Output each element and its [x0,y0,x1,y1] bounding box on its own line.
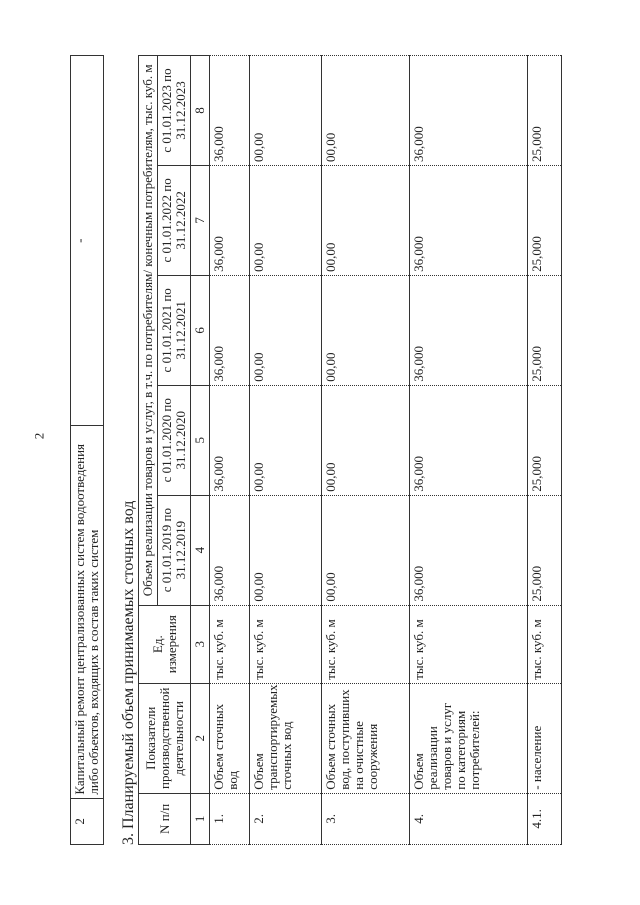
row-name: Объем сточных вод, поступивших на очистные сооружения [322,683,410,793]
row-unit: тыс. куб. м [410,605,528,683]
top-table [70,55,104,845]
row-value: - [71,56,104,426]
row-name: - население [528,683,562,793]
row-number: 4. [410,793,528,844]
rotated-sheet [70,55,590,845]
header-period: с 01.01.2023 по 31.12.2023 [158,56,191,166]
row-value: 00,00 [250,165,322,275]
header-period: с 01.01.2020 по 31.12.2020 [158,385,191,495]
row-value: 00,00 [250,385,322,495]
row-value: 36,000 [410,495,528,605]
header-unit: Ед. измерения [139,605,191,683]
row-text: Капитальный ремонт централизованных систем водоотведения либо объектов, входящих в состав таких систем [71,426,104,798]
col-number: 8 [191,56,210,166]
header-row [139,56,158,845]
row-value: 36,000 [210,385,250,495]
header-group: Объем реализации товаров и услуг, в т.ч. по потребителям/ конечным потребителям, тыс. куб. м [139,56,158,606]
row-value: 36,000 [410,275,528,385]
row-value: 36,000 [210,56,250,166]
row-value: 00,00 [322,275,410,385]
row-value: 25,000 [528,56,562,166]
col-number: 6 [191,275,210,385]
row-number: 3. [322,793,410,844]
row-value: 00,00 [250,56,322,166]
table-row [210,56,250,845]
row-unit: тыс. куб. м [210,605,250,683]
header-period: с 01.01.2022 по 31.12.2022 [158,165,191,275]
header-num: N п/п [139,793,191,844]
table-row [528,56,562,845]
col-number: 5 [191,385,210,495]
row-unit: тыс. куб. м [528,605,562,683]
row-value: 36,000 [210,495,250,605]
section-title: 3. Планируемый объем принимаемых сточных вод [120,500,137,845]
row-name: Объем реализации товаров и услуг по категориям потребителей: [410,683,528,793]
row-value: 00,00 [250,495,322,605]
header-indicator: Показатели производственной деятельности [139,683,191,793]
row-value: 00,00 [322,385,410,495]
table-row [322,56,410,845]
row-value: 25,000 [528,495,562,605]
row-number: 2 [71,798,104,844]
row-unit: тыс. куб. м [322,605,410,683]
col-number: 7 [191,165,210,275]
row-value: 00,00 [322,56,410,166]
row-value: 36,000 [210,165,250,275]
row-value: 25,000 [528,165,562,275]
row-unit: тыс. куб. м [250,605,322,683]
col-number: 4 [191,495,210,605]
row-name: Объем транспортируемых сточных вод [250,683,322,793]
row-value: 00,00 [250,275,322,385]
header-period: с 01.01.2021 по 31.12.2021 [158,275,191,385]
row-value: 00,00 [322,165,410,275]
row-value: 00,00 [322,495,410,605]
header-period: с 01.01.2019 по 31.12.2019 [158,495,191,605]
table-row [410,56,528,845]
col-number: 2 [191,683,210,793]
row-value: 36,000 [410,56,528,166]
column-numbers-row [191,56,210,845]
volume-table [138,55,562,845]
row-number: 4.1. [528,793,562,844]
row-value: 25,000 [528,385,562,495]
row-number: 1. [210,793,250,844]
table-row [250,56,322,845]
table-row [71,56,104,845]
row-number: 2. [250,793,322,844]
row-value: 36,000 [410,385,528,495]
row-name: Объем сточных вод [210,683,250,793]
row-value: 36,000 [410,165,528,275]
row-value: 36,000 [210,275,250,385]
row-value: 25,000 [528,275,562,385]
col-number: 1 [191,793,210,844]
page-number: 2 [31,432,47,440]
col-number: 3 [191,605,210,683]
